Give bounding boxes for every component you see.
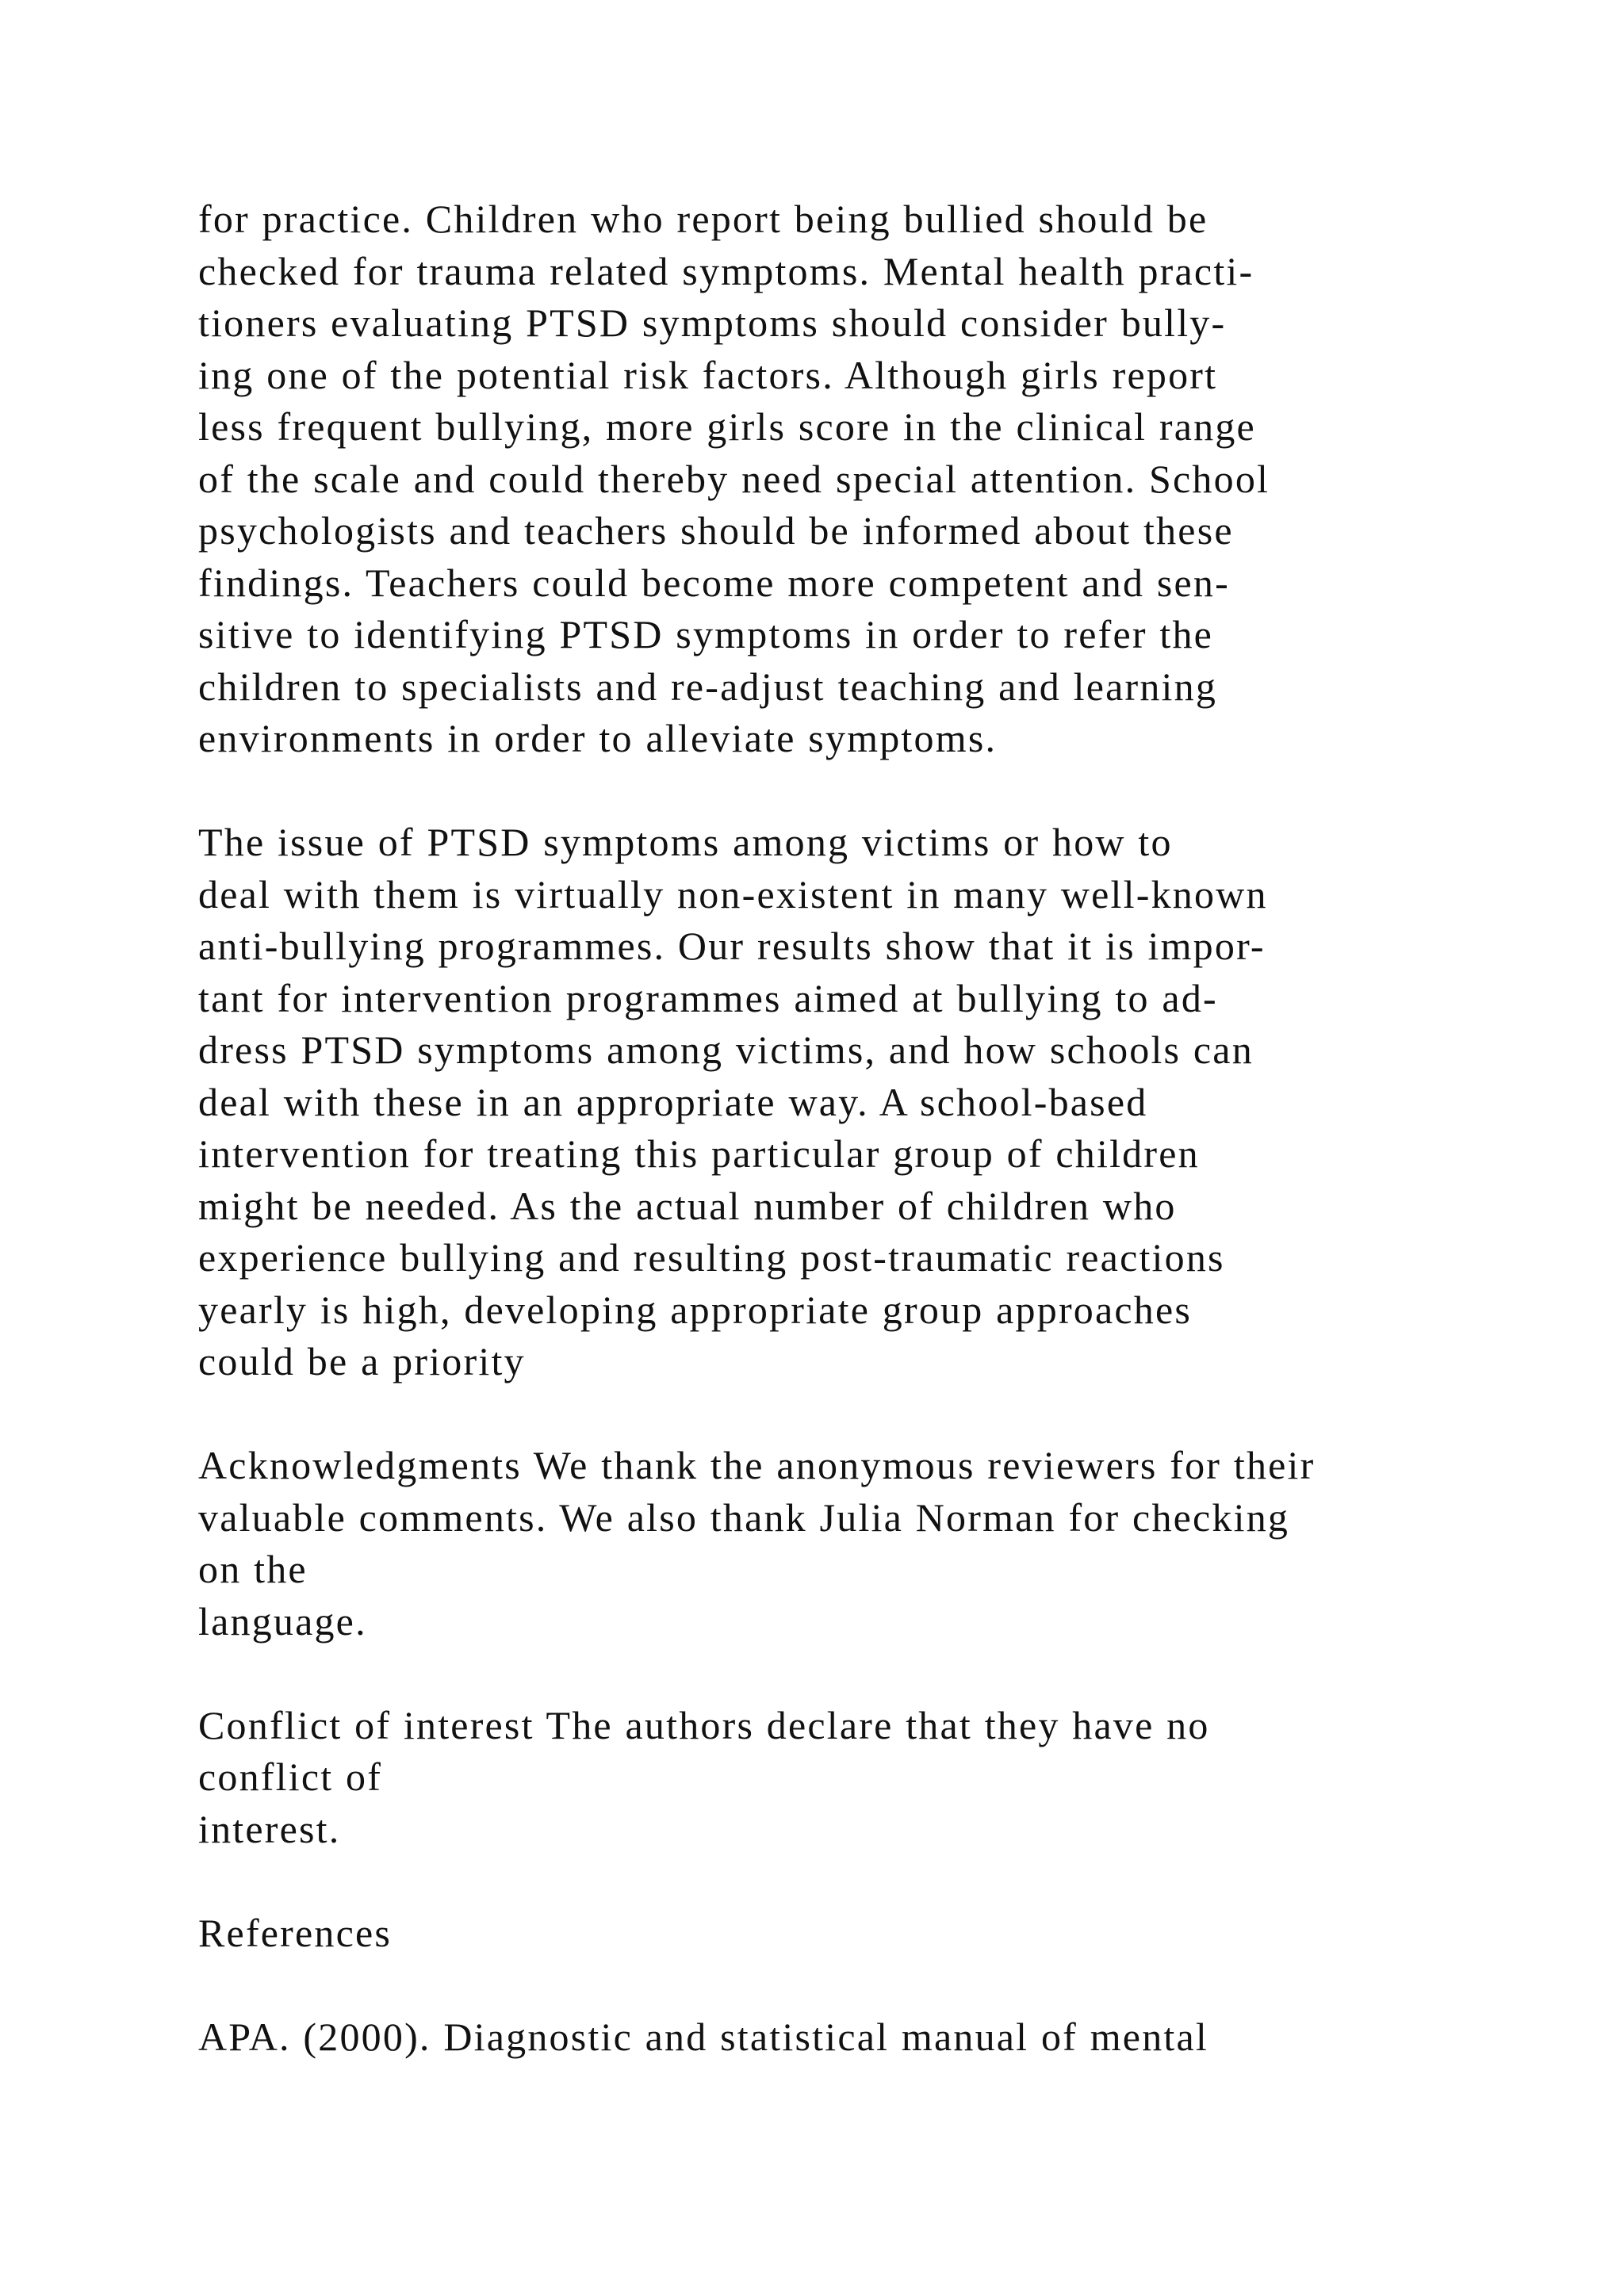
paragraph-practice-implications <box>198 193 1594 765</box>
text-line: valuable comments. We also thank Julia Norman for checking <box>198 1494 1290 1540</box>
paragraph-spacer <box>198 1647 1594 1700</box>
text-line: dress PTSD symptoms among victims, and how schools can <box>198 1027 1254 1072</box>
paragraph-spacer <box>198 1388 1594 1441</box>
text-line: interest. <box>198 1806 341 1851</box>
text-line: deal with these in an appropriate way. A school-based <box>198 1079 1148 1124</box>
text-line: on the <box>198 1547 308 1591</box>
text-line: anti-bullying programmes. Our results show that it is impor- <box>198 924 1266 968</box>
text-line: checked for trauma related symptoms. Mental health practi- <box>198 248 1254 293</box>
reference-entry: APA. (2000). Diagnostic and statistical manual of mental <box>198 2014 1208 2059</box>
references-list <box>198 2011 1594 2064</box>
text-line: tant for intervention programmes aimed at bullying to ad- <box>198 975 1218 1020</box>
conflict-of-interest-section <box>198 1700 1594 1856</box>
text-line: tioners evaluating PTSD symptoms should consider bully- <box>198 300 1227 345</box>
text-line: language. <box>198 1598 367 1644</box>
text-line: findings. Teachers could become more competent and sen- <box>198 560 1230 605</box>
text-line: children to specialists and re-adjust teaching and learning <box>198 664 1218 709</box>
text-line: Acknowledgments We thank the anonymous reviewers for their <box>198 1443 1316 1487</box>
references-heading: References <box>198 1910 393 1955</box>
text-line: ing one of the potential risk factors. Although girls report <box>198 352 1218 397</box>
text-line: could be a priority <box>198 1339 526 1383</box>
text-line: yearly is high, developing appropriate group approaches <box>198 1287 1193 1332</box>
paragraph-spacer <box>198 1855 1594 1908</box>
text-line: for practice. Children who report being bullied should be <box>198 197 1208 241</box>
text-line: sitive to identifying PTSD symptoms in order to refer the <box>198 612 1214 656</box>
text-line: Conflict of interest The authors declare that they have no <box>198 1702 1210 1747</box>
text-line: less frequent bullying, more girls score in the clinical range <box>198 404 1256 449</box>
text-line: intervention for treating this particular group of children <box>198 1131 1200 1176</box>
text-line: The issue of PTSD symptoms among victims or how to <box>198 820 1173 864</box>
text-line: deal with them is virtually non-existent in many well-known <box>198 871 1268 916</box>
text-line: might be needed. As the actual number of children who <box>198 1183 1177 1228</box>
text-line: conflict of <box>198 1755 383 1799</box>
text-line: experience bullying and resulting post-traumatic reactions <box>198 1235 1225 1280</box>
text-line: psychologists and teachers should be informed about these <box>198 508 1234 553</box>
paragraph-spacer <box>198 765 1594 817</box>
paragraph-intervention-programmes <box>198 817 1594 1388</box>
paragraph-spacer <box>198 1959 1594 2011</box>
text-line: of the scale and could thereby need special attention. School <box>198 456 1270 501</box>
acknowledgments-section <box>198 1440 1594 1647</box>
text-line: environments in order to alleviate symptoms. <box>198 716 998 760</box>
document-text <box>198 193 1594 2063</box>
